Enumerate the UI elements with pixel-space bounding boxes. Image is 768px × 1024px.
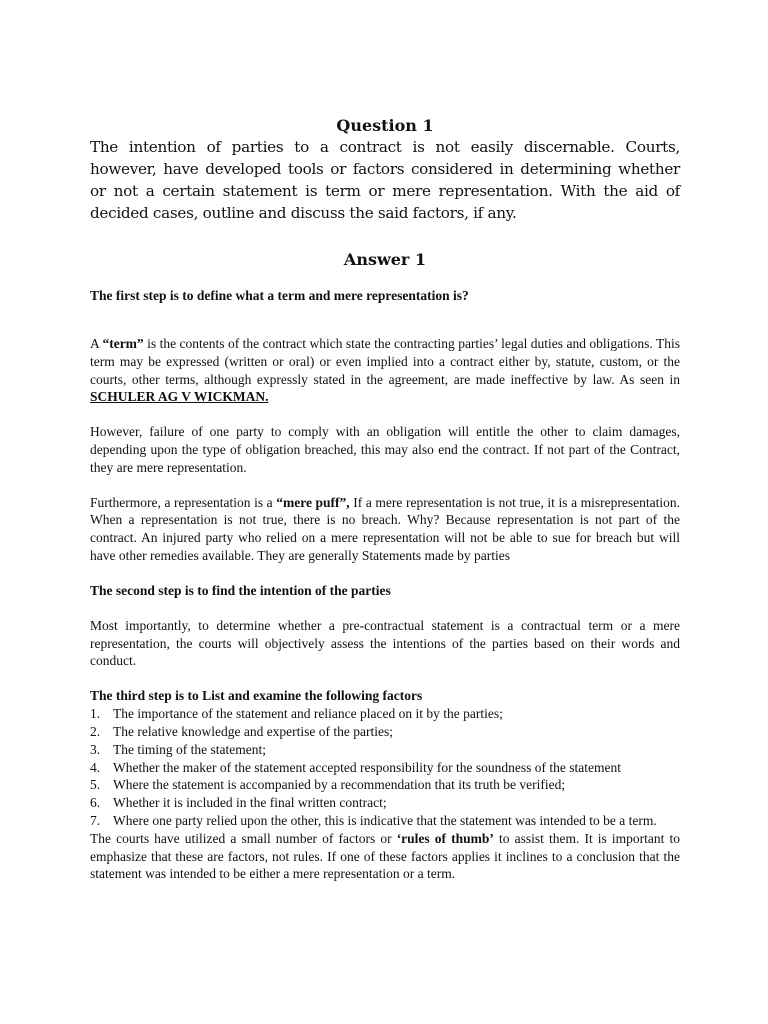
step2-heading: The second step is to find the intention of the parties [90,582,391,598]
rules-of-thumb-bold: ‘rules of thumb’ [396,830,494,846]
rules-of-thumb-paragraph [90,830,680,883]
para5-text-pre: The courts have utilized a small number of factors or [90,830,397,846]
list-item: 2. The relative knowledge and expertise of the parties; [90,723,394,739]
breach-paragraph: However, failure of one party to comply with an obligation will entitle the other to claim damages, depending upon the type of obligation breached, this may also end the contract. If not part of the Contract, they are mere representation. [90,424,680,475]
list-item: 6. Whether it is included in the final written contract; [90,795,387,811]
mere-puff-paragraph [90,494,680,565]
para1-text-mid: is the contents of the contract which state the contracting parties’ legal duties and obligations. This term may be expressed (written or oral) or even implied into a contract either by, statute, custom, or the courts, other terms, although expressly stated in the agreement, are made ineffective by law. As seen in [90,336,680,387]
list-item: 5. Where the statement is accompanied by a recommendation that its truth be verified; [90,777,566,793]
para1-text-pre: A [90,336,103,351]
document-content [90,116,680,883]
question-title: Question 1 [336,116,434,135]
step1-heading: The first step is to define what a term and mere representation is? [90,288,469,303]
factors-list [90,705,680,830]
mere-puff-bold: “mere puff”, [276,494,350,510]
list-item: 1. The importance of the statement and reliance placed on it by the parties; [90,706,503,722]
term-bold: “term” [102,336,144,351]
list-item: 4. Whether the maker of the statement accepted responsibility for the soundness of the statement [90,759,621,775]
case-citation: SCHULER AG V WICKMAN. [90,389,269,405]
intention-paragraph: Most importantly, to determine whether a pre-contractual statement is a contractual term or a mere representation, the courts will objectively assess the intentions of the parties based on their words and conduct. [90,617,680,669]
para3-text-pre: Furthermore, a representation is a [90,494,277,510]
para5-text-post: to assist them. It is important to emphasize that these are factors, not rules. If one of these factors applies it inclines to a conclusion that the statement was intended to be either a mere representation or a term. [90,830,680,882]
question-text: The intention of parties to a contract is not easily discernable. Courts, however, have developed tools or factors considered in determining whether or not a certain statement is term or mere representation. With the aid of decided cases, outline and discuss the said factors, if any. [90,138,680,222]
step3-heading: The third step is to List and examine the following factors [90,688,423,704]
list-item: 3. The timing of the statement; [90,741,266,757]
answer-title: Answer 1 [343,250,427,269]
list-item: 7. Where one party relied upon the other, this is indicative that the statement was intended to be a term. [90,812,657,828]
term-definition-paragraph [90,335,680,406]
para3-text-post: If a mere representation is not true, it is a misrepresentation. When a representation is not true, there is no breach. Why? Because representation is not part of the contract. An injured party who relied on a mere representation will not be able to sue for breach but will have other remedies available. They are generally Statements made by parties [90,494,680,563]
